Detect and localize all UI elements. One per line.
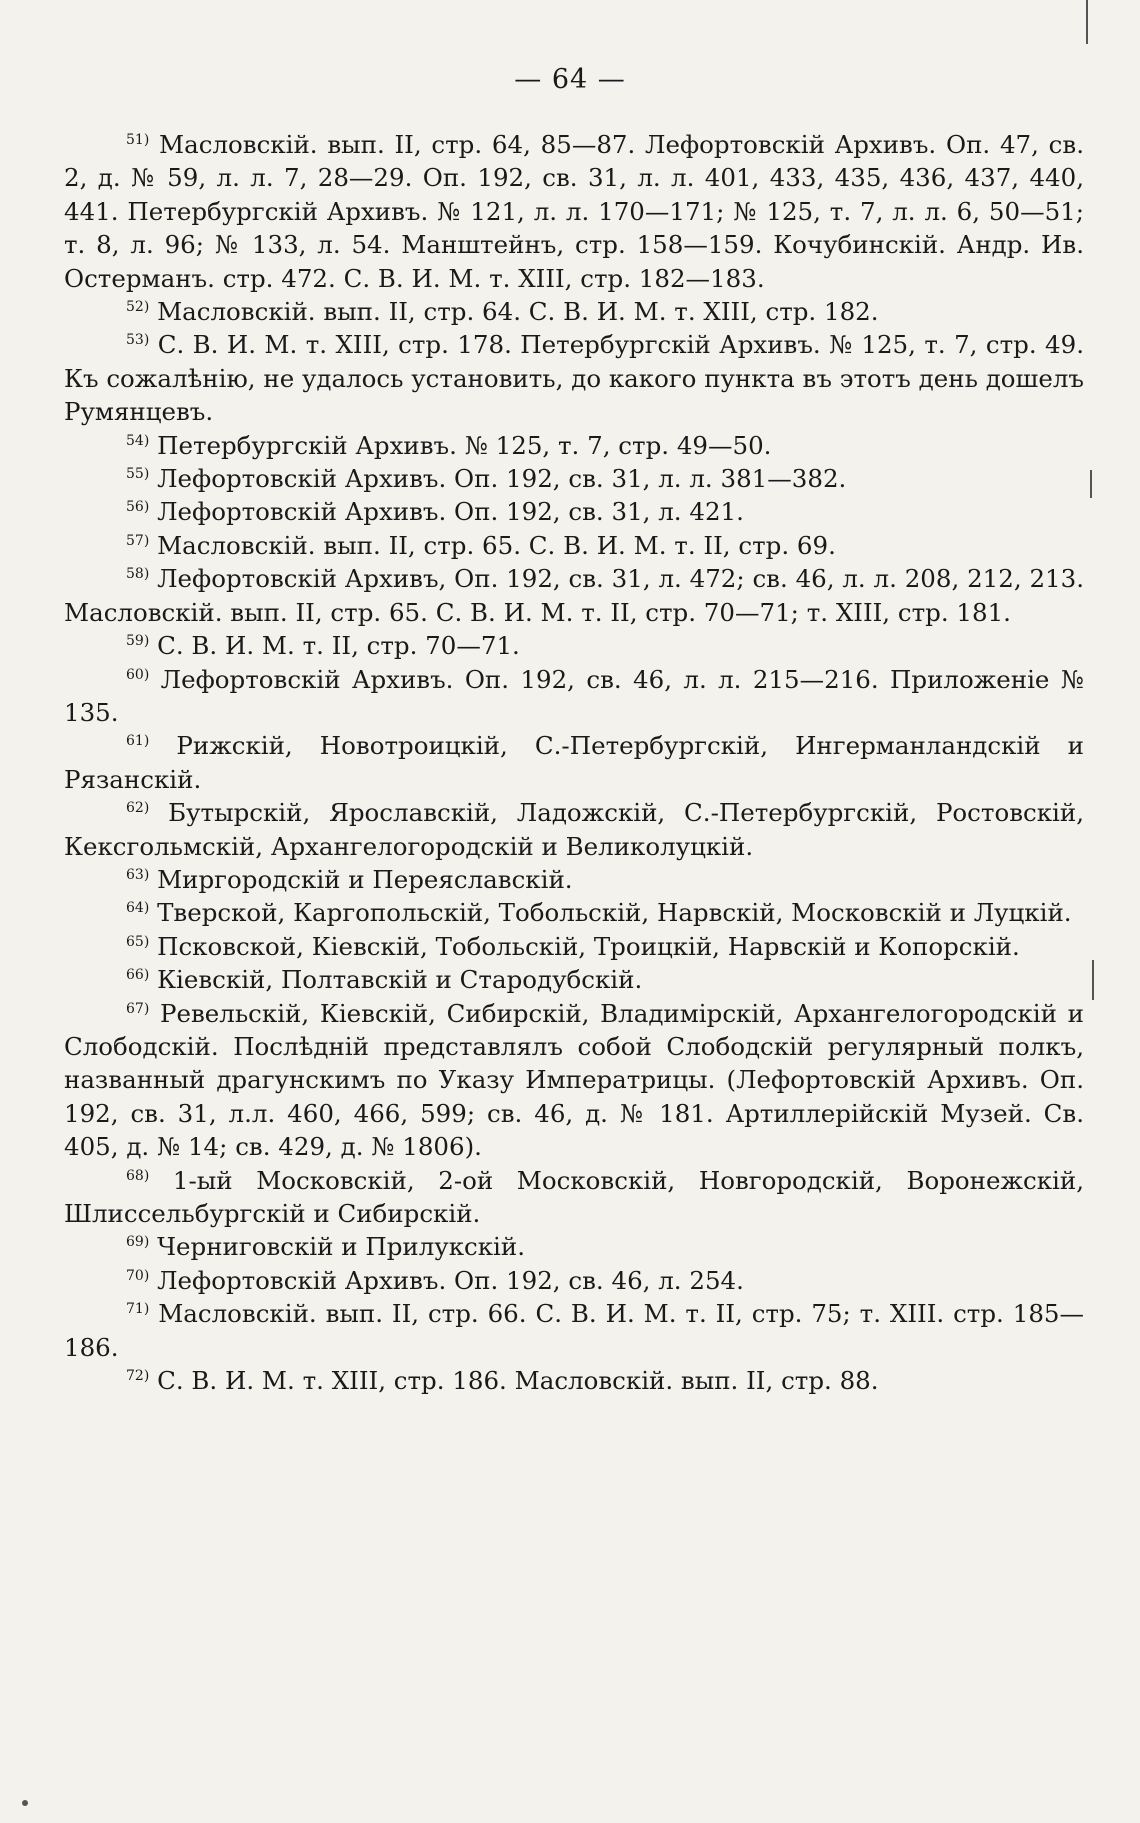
- footnote: [64, 796, 1084, 863]
- footnote: [64, 863, 1084, 896]
- footnote-number: 51): [126, 132, 150, 148]
- footnote-number: 52): [126, 299, 150, 316]
- footnote: [64, 629, 1084, 662]
- footnote: [64, 128, 1084, 295]
- footnote-text: Петербургскій Архивъ. № 125, т. 7, стр. 49—50.: [157, 430, 772, 460]
- footnote-number: 71): [126, 1301, 150, 1318]
- footnote-number: 64): [126, 900, 150, 917]
- footnote-text: Лефортовскій Архивъ. Оп. 192, св. 46, л. 254.: [157, 1265, 744, 1295]
- footnote: [64, 1364, 1084, 1397]
- footnote-number: 57): [126, 532, 150, 549]
- scan-edge-mark: [22, 1800, 28, 1806]
- footnote: [64, 495, 1084, 528]
- footnote-text: С. В. И. М. т. II, стр. 70—71.: [157, 631, 520, 661]
- footnote: [64, 529, 1084, 562]
- footnote-text: Миргородскій и Переяславскій.: [157, 864, 573, 894]
- footnote-number: 54): [126, 432, 150, 449]
- footnote-number: 63): [126, 866, 150, 883]
- footnote-number: 67): [126, 1000, 150, 1017]
- footnote-text: Рижскій, Новотроицкій, С.-Петербургскій, Ингерманландскій и Рязанскій.: [64, 731, 1084, 794]
- footnote-text: Кіевскій, Полтавскій и Стародубскій.: [157, 965, 643, 995]
- footnote-number: 55): [126, 466, 150, 483]
- footnote: [64, 429, 1084, 462]
- footnote-text: Бутырскій, Ярославскій, Ладожскій, С.-Петербургскій, Ростовскій, Кексгольмскій, Архангелогородскій и Великолуцкій.: [64, 798, 1084, 861]
- footnote-text: Лефортовскій Архивъ. Оп. 192, св. 46, л. л. 215—216. Приложеніе № 135.: [64, 664, 1084, 727]
- footnote-number: 68): [126, 1167, 150, 1184]
- footnote-text: Тверской, Каргопольскій, Тобольскій, Нарвскій, Московскій и Луцкій.: [157, 898, 1072, 928]
- footnote: [64, 295, 1084, 328]
- footnote-number: 69): [126, 1234, 150, 1251]
- footnotes: [64, 128, 1084, 1397]
- footnote: [64, 997, 1084, 1164]
- footnote-number: 61): [126, 733, 150, 750]
- footnote: [64, 729, 1084, 796]
- footnote-text: Лефортовскій Архивъ. Оп. 192, св. 31, л. л. 381—382.: [157, 464, 847, 494]
- footnote-text: Лефортовскій Архивъ. Оп. 192, св. 31, л. 421.: [157, 497, 744, 527]
- footnote: [64, 930, 1084, 963]
- footnote: [64, 963, 1084, 996]
- footnote-text: Масловскій. вып. II, стр. 66. С. В. И. М. т. II, стр. 75; т. XIII. стр. 185—186.: [64, 1299, 1084, 1362]
- footnote-text: Черниговскій и Прилукскій.: [157, 1232, 525, 1262]
- footnote-number: 56): [126, 499, 150, 516]
- footnote-text: С. В. И. М. т. XIII, стр. 186. Масловскій. вып. II, стр. 88.: [157, 1366, 879, 1396]
- footnote-number: 60): [126, 666, 150, 683]
- footnote: [64, 1297, 1084, 1364]
- footnote: [64, 1164, 1084, 1231]
- scan-edge-mark: [1086, 0, 1088, 44]
- footnote: [64, 462, 1084, 495]
- footnote: [64, 663, 1084, 730]
- footnote-number: 62): [126, 800, 150, 817]
- scan-edge-mark: [1090, 470, 1092, 498]
- footnote-text: Лефортовскій Архивъ, Оп. 192, св. 31, л. 472; св. 46, л. л. 208, 212, 213. Масловскій. вып. II, стр. 65. С. В. И. М. т. II, стр. 70—71; т. XIII, стр. 181.: [64, 564, 1084, 627]
- footnote-text: Ревельскій, Кіевскій, Сибирскій, Владимірскій, Архангелогородскій и Слободскій. Послѣдній представлялъ собой Слободскій регулярный полкъ, названный драгунскимъ по Указу Императрицы. (Лефортовскій Архивъ. Оп. 192, св. 31, л.л. 460, 466, 599; св. 46, д. № 181. Артиллерійскій Музей. Св. 405, д. № 14; св. 429, д. № 1806).: [64, 998, 1084, 1162]
- footnote: [64, 562, 1084, 629]
- scan-edge-mark: [1092, 960, 1094, 1000]
- footnote-text: С. В. И. М. т. XIII, стр. 178. Петербургскій Архивъ. № 125, т. 7, стр. 49. Къ сожалѣнію, не удалось установить, до какого пункта въ этотъ день дошелъ Румянцевъ.: [64, 330, 1084, 427]
- footnote-text: Псковской, Кіевскій, Тобольскій, Троицкій, Нарвскій и Копорскій.: [157, 931, 1020, 961]
- footnote: [64, 1264, 1084, 1297]
- footnote: [64, 1230, 1084, 1263]
- footnote-text: Масловскій. вып. II, стр. 65. С. В. И. М. т. II, стр. 69.: [157, 530, 836, 560]
- footnote: [64, 896, 1084, 929]
- footnote-text: 1-ый Московскій, 2-ой Московскій, Новгородскій, Воронежскій, Шлиссельбургскій и Сибирскій.: [64, 1165, 1084, 1228]
- footnote-number: 70): [126, 1267, 150, 1284]
- footnote-text: Масловскій. вып. II, стр. 64, 85—87. Лефортовскій Архивъ. Оп. 47, св. 2, д. № 59, л. л. 7, 28—29. Оп. 192, св. 31, л. л. 401, 433, 435, 436, 437, 440, 441. Петербургскій Архивъ. № 121, л. л. 170—171; № 125, т. 7, л. л. 6, 50—51; т. 8, л. 96; № 133, л. 54. Манштейнъ, стр. 158—159. Кочубинскій. Андр. Ив. Остерманъ. стр. 472. С. В. И. М. т. XIII, стр. 182—183.: [64, 130, 1084, 293]
- footnote-number: 59): [126, 633, 150, 650]
- footnote-text: Масловскій. вып. II, стр. 64. С. В. И. М. т. XIII, стр. 182.: [157, 297, 879, 327]
- footnote-number: 53): [126, 332, 150, 349]
- page-number: — 64 —: [514, 64, 626, 95]
- footnote-number: 66): [126, 967, 150, 984]
- footnote: [64, 328, 1084, 428]
- footnote-number: 58): [126, 566, 150, 583]
- footnote-number: 72): [126, 1368, 150, 1385]
- footnote-number: 65): [126, 933, 150, 950]
